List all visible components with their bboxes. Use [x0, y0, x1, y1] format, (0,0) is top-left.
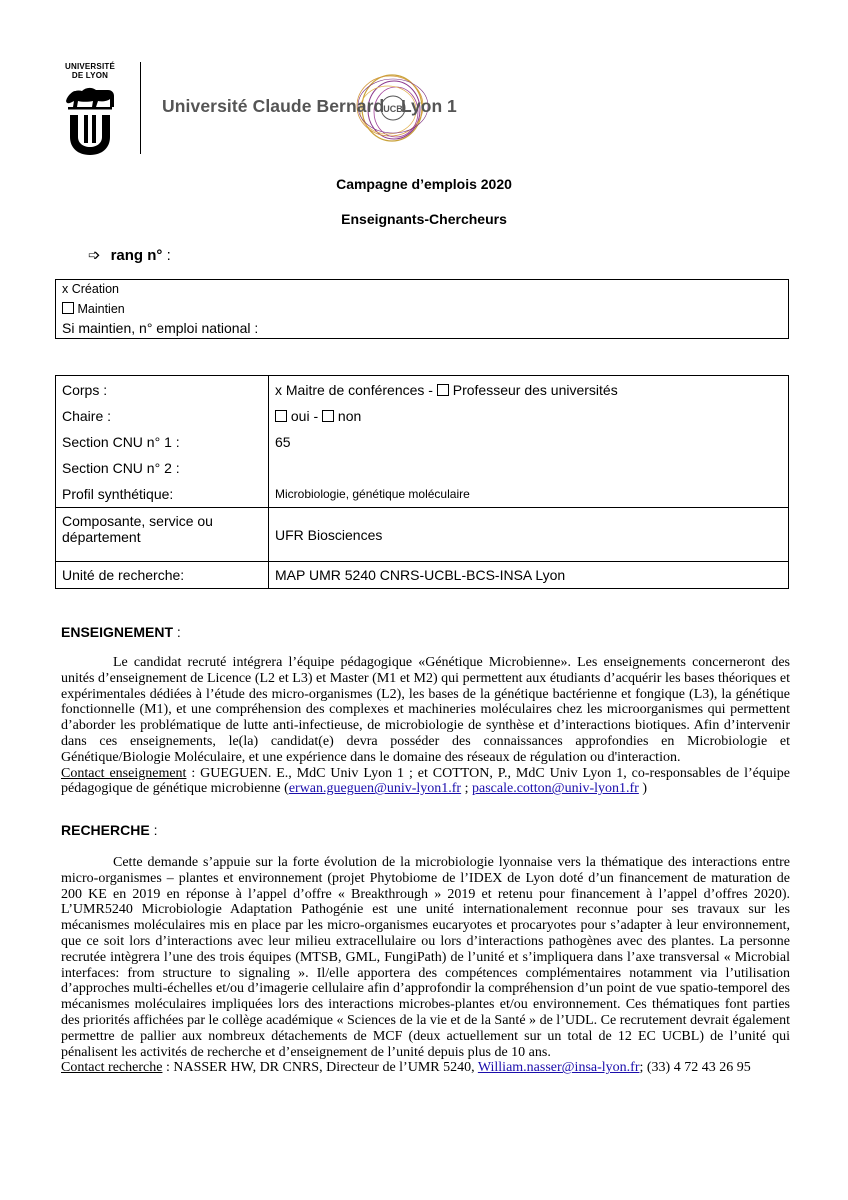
corps-mdc: x Maitre de conférences -	[275, 382, 433, 398]
cnu2-label: Section CNU n° 2 :	[62, 460, 180, 476]
rang-label: rang n°	[110, 247, 163, 264]
professeur-checkbox[interactable]	[437, 384, 449, 396]
table-row	[56, 508, 789, 562]
ucb-city: Lyon 1	[401, 96, 457, 116]
email-link-nasser[interactable]: William.nasser@insa-lyon.fr	[477, 1060, 640, 1076]
recherche-phone: ; (33) 4 72 43 26 95	[639, 1060, 751, 1076]
campaign-title: Campagne d’emplois 2020	[336, 176, 512, 192]
recherche-contact	[61, 1060, 790, 1076]
recherche-heading-colon: :	[149, 822, 158, 838]
recherche-contact-label: Contact recherche	[61, 1060, 163, 1076]
profil-value: Microbiologie, génétique moléculaire	[275, 487, 470, 501]
header-divider	[140, 62, 141, 154]
lion-icon	[62, 81, 118, 157]
poste-table	[55, 375, 789, 589]
chaire-non-label: non	[337, 408, 362, 424]
enseignement-contact-label: Contact enseignement	[61, 765, 187, 781]
poste-values-cell	[269, 376, 789, 508]
enseignement-heading-colon: :	[173, 624, 181, 640]
maintien-number-label: Si maintien, n° emploi national :	[62, 320, 259, 336]
contact-close: )	[638, 781, 648, 797]
chaire-oui-label: oui -	[290, 408, 319, 424]
recherche-body: Cette demande s’appuie sur la forte évolution de la microbiologie lyonnaise vers la thématique des interactions entre micro-organismes – plantes et environnement (projet Phytobiome de l’IDEX de Lyon doté d’un financement de maturation de 200 KE en 2019 en réponse à l’appel d’offre « Breakthrough » 2019 et retenu pour financement à l’appel d’offres 2020). L’UMR5240 Microbiologie Adaptation Pathogénie est une unité internationalement reconnue pour ses travaux sur les mécanismes moléculaires mis en place par les micro-organismes eucaryotes et procaryotes pour s’adapter à leur environnement, que ce soit lors d’interactions avec leur milieu extracellulaire ou lors d’interactions pathogènes avec des plantes. La personne recrutée intègrera l’une des trois équipes (MTSB, GML, FungiPath) de l’unité et s’impliquera dans l’axe transversal « Microbial interfaces: from structure to signaling ». Il/elle apportera des compétences complémentaires notamment via l’utilisation d’approches multi-échelles et/ou d’imagerie cellulaire afin d’approfondir la compréhension d’un point de vue spatio-temporel des mécanismes moléculaires impliquées lors des interactions microbes-plantes et/ou environnement. Ces thématiques font parties des priorités affichées par le collège académique « Sciences de la vie et de la Santé » de l’UDL. Ce recrutement devrait également permettre de pallier aux nombreux détachements de MCF (deux actuellement sur un total de 12 EC UCBL) de l’unité qui pénalisent les activités de recherche et d’enseignement de l’unité depuis plus de 10 ans.	[61, 855, 790, 1060]
corps-value	[275, 377, 782, 403]
enseignement-body: Le candidat recruté intégrera l’équipe pédagogique «Génétique Microbienne». Les enseignements concerneront des unités d’enseignement de Licence (L2 et L3) et Master (M1 et M2) qui permettent aux étudiants d’acquérir les bases théoriques et expérimentales dédiées à l’étude des micro-organismes (L2), les bases de la génétique bactérienne et fongique (L3), la génétique fonctionnelle (M1), et une compréhension des complexes et machineries moléculaires chez les microorganismes qui permettent d’aborder les problématique de lutte anti-infectieuse, de microbiologie de synthèse et d’interactions biotiques. Afin d’intervenir dans ces enseignements, le(la) candidat(e) devra posséder des connaissances approfondies en Microbiologie et Génétique/Biologie Moléculaire, et une expérience dans le domaine des réseaux de régulation ou d'interaction.	[61, 655, 790, 765]
composante-label: Composante, service ou département	[56, 508, 269, 562]
udl-logo-line2: DE LYON	[71, 71, 109, 80]
chaire-label: Chaire :	[62, 408, 112, 424]
enseignement-contact-text: : GUEGUEN. E., MdC Univ Lyon 1 ; et COTTON, P., MdC Univ Lyon 1, co-responsables de l’équipe pédagogique de génétique microbienne (	[61, 765, 790, 797]
enseignement-section	[61, 655, 790, 797]
chaire-oui-checkbox[interactable]	[275, 410, 287, 422]
recherche-section	[61, 855, 790, 1076]
ucb-name: Université Claude Bernard	[162, 96, 385, 116]
maintien-option	[62, 302, 125, 316]
status-box	[55, 279, 789, 339]
recherche-contact-text: : NASSER HW, DR CNRS, Directeur de l’UMR 5240,	[162, 1060, 478, 1076]
cnu1-value: 65	[275, 434, 291, 450]
corps-label: Corps :	[62, 382, 108, 398]
rang-line	[88, 246, 171, 264]
creation-option: x Création	[62, 282, 119, 296]
email-separator: ;	[461, 781, 472, 797]
udl-logo-line1: UNIVERSITÉ	[64, 62, 115, 71]
recherche-heading-text: RECHERCHE	[61, 822, 150, 838]
cnu1-label: Section CNU n° 1 :	[62, 434, 180, 450]
composante-value: UFR Biosciences	[269, 508, 789, 562]
unite-label: Unité de recherche:	[56, 562, 269, 589]
enseignement-heading	[61, 624, 181, 640]
email-link-cotton[interactable]: pascale.cotton@univ-lyon1.fr	[472, 781, 639, 797]
poste-labels-cell	[56, 376, 269, 508]
enseignement-heading-text: ENSEIGNEMENT	[61, 624, 174, 640]
ucb-emblem-text: UCB	[383, 104, 403, 114]
maintien-checkbox[interactable]	[62, 302, 74, 314]
arrow-icon: ➩	[88, 247, 101, 264]
chaire-non-checkbox[interactable]	[322, 410, 334, 422]
corps-pu: Professeur des universités	[452, 382, 618, 398]
category-title: Enseignants-Chercheurs	[341, 211, 507, 227]
table-row	[56, 376, 789, 508]
chaire-value	[275, 403, 782, 429]
rang-colon: :	[166, 247, 171, 264]
table-row	[56, 562, 789, 589]
universite-de-lyon-logo	[60, 62, 120, 157]
profil-label: Profil synthétique:	[62, 486, 174, 502]
recherche-heading	[61, 822, 157, 838]
enseignement-contact	[61, 766, 790, 798]
unite-value: MAP UMR 5240 CNRS-UCBL-BCS-INSA Lyon	[269, 562, 789, 589]
maintien-label: Maintien	[77, 302, 125, 316]
cnu2-value	[275, 455, 782, 481]
email-link-gueguen[interactable]: erwan.gueguen@univ-lyon1.fr	[288, 781, 462, 797]
